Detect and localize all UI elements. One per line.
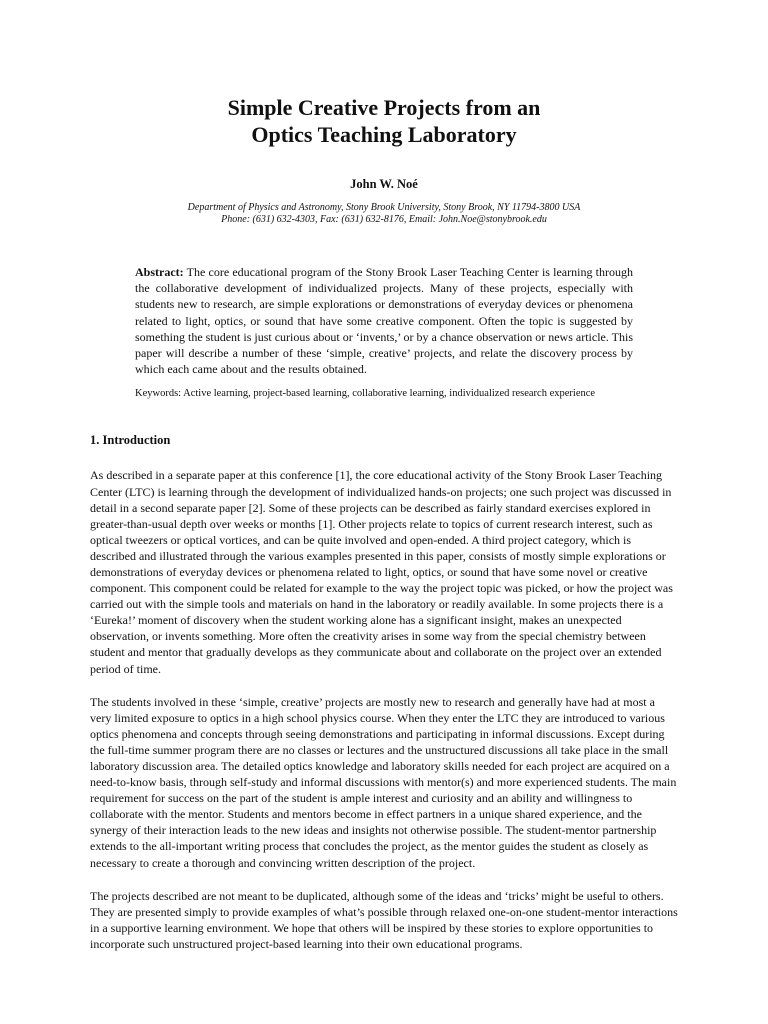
author-name: John W. Noé: [350, 177, 418, 191]
title-line-1: Simple Creative Projects from an: [227, 95, 541, 120]
body-paragraph: The students involved in these ‘simple, creative’ projects are mostly new to research and generally have had at most a very limited exposure to optics in a high school physics course. When they enter the LTC they are introduced to various optics phenomena and concepts through seeing demonstrations and participating in informal discussions. Except during the full-time summer program there are no classes or lectures and the unstructured discussions all take place in the small laboratory discussion area. The detailed optics knowledge and laboratory skills needed for each project are acquired on a need-to-know basis, through self-study and informal discussions with mentor(s) and more experienced students. The main requirement for success on the part of the student is ample interest and curiosity and an ability and willingness to collaborate with the mentor. Students and mentors become in effect partners in a unique shared experience, and the synergy of their interaction leads to the new ideas and insights not otherwise possible. The student-mentor partnership extends to the all-important writing process that concludes the project, as the mentor guides the student as closely as necessary to create a thorough and convincing written description of the project.: [90, 694, 677, 870]
keywords: Keywords: Active learning, project-based learning, collaborative learning, individualized research experience: [135, 388, 596, 400]
affiliation-line-2: Phone: (631) 632-4303, Fax: (631) 632-8176, Email: John.Noe@stonybrook.edu: [221, 214, 547, 225]
abstract-text: The core educational program of the Stony Brook Laser Teaching Center is learning through the collaborative development of individualized projects. Many of these projects, especially with students new to research, are simple explorations or demonstrations of everyday devices or phenomena related to light, optics, or sound that have some creative component. Often the topic is suggested by something the student is just curious about or ‘invents,’ or by a chance observation or news article. This paper will describe a number of these ‘simple, creative’ projects, and relate the discovery process by which each came about and the results obtained.: [135, 265, 633, 377]
author-affiliation: [90, 202, 678, 226]
abstract: [135, 264, 633, 377]
affiliation-line-1: Department of Physics and Astronomy, Stony Brook University, Stony Brook, NY 11794-3800 USA: [187, 202, 581, 213]
abstract-label: Abstract:: [135, 265, 184, 279]
body-paragraph: The projects described are not meant to be duplicated, although some of the ideas and ‘tricks’ might be useful to others. They are presented simply to provide examples of what’s possible through relaxed one-on-one student-mentor interactions in a supportive learning environment. We hope that others will be inspired by these stories to explore opportunities to incorporate such unstructured project-based learning into their own educational programs.: [90, 888, 678, 951]
body-paragraph: As described in a separate paper at this conference [1], the core educational activity of the Stony Brook Laser Teaching Center (LTC) is learning through the development of individualized hands-on projects; one such project was discussed in detail in a second separate paper [2]. Some of these projects can be described as fairly standard exercises explored in greater-than-usual depth over weeks or months [1]. Other projects relate to topics of current research interest, such as optical tweezers or optical vortices, and can be quite involved and open-ended. A third project category, which is described and illustrated through the various examples presented in this paper, consists of mostly simple explorations or demonstrations of everyday devices or phenomena related to light, optics, or sound that have some novel or creative component. This component could be related for example to the way the project topic was picked, or how the project was carried out with the simple tools and materials on hand in the laboratory or readily available. In some projects there is a ‘Eureka!’ moment of discovery when the student working alone has a significant insight, makes an unexpected observation, or invents something. More often the creativity arises in some way from the special chemistry between student and mentor that gradually develops as they communicate about and collaborate on the project over an extended period of time.: [90, 468, 673, 676]
section-heading-introduction: 1. Introduction: [90, 433, 171, 448]
title-line-2: Optics Teaching Laboratory: [251, 122, 517, 147]
paper-title: [90, 94, 678, 148]
